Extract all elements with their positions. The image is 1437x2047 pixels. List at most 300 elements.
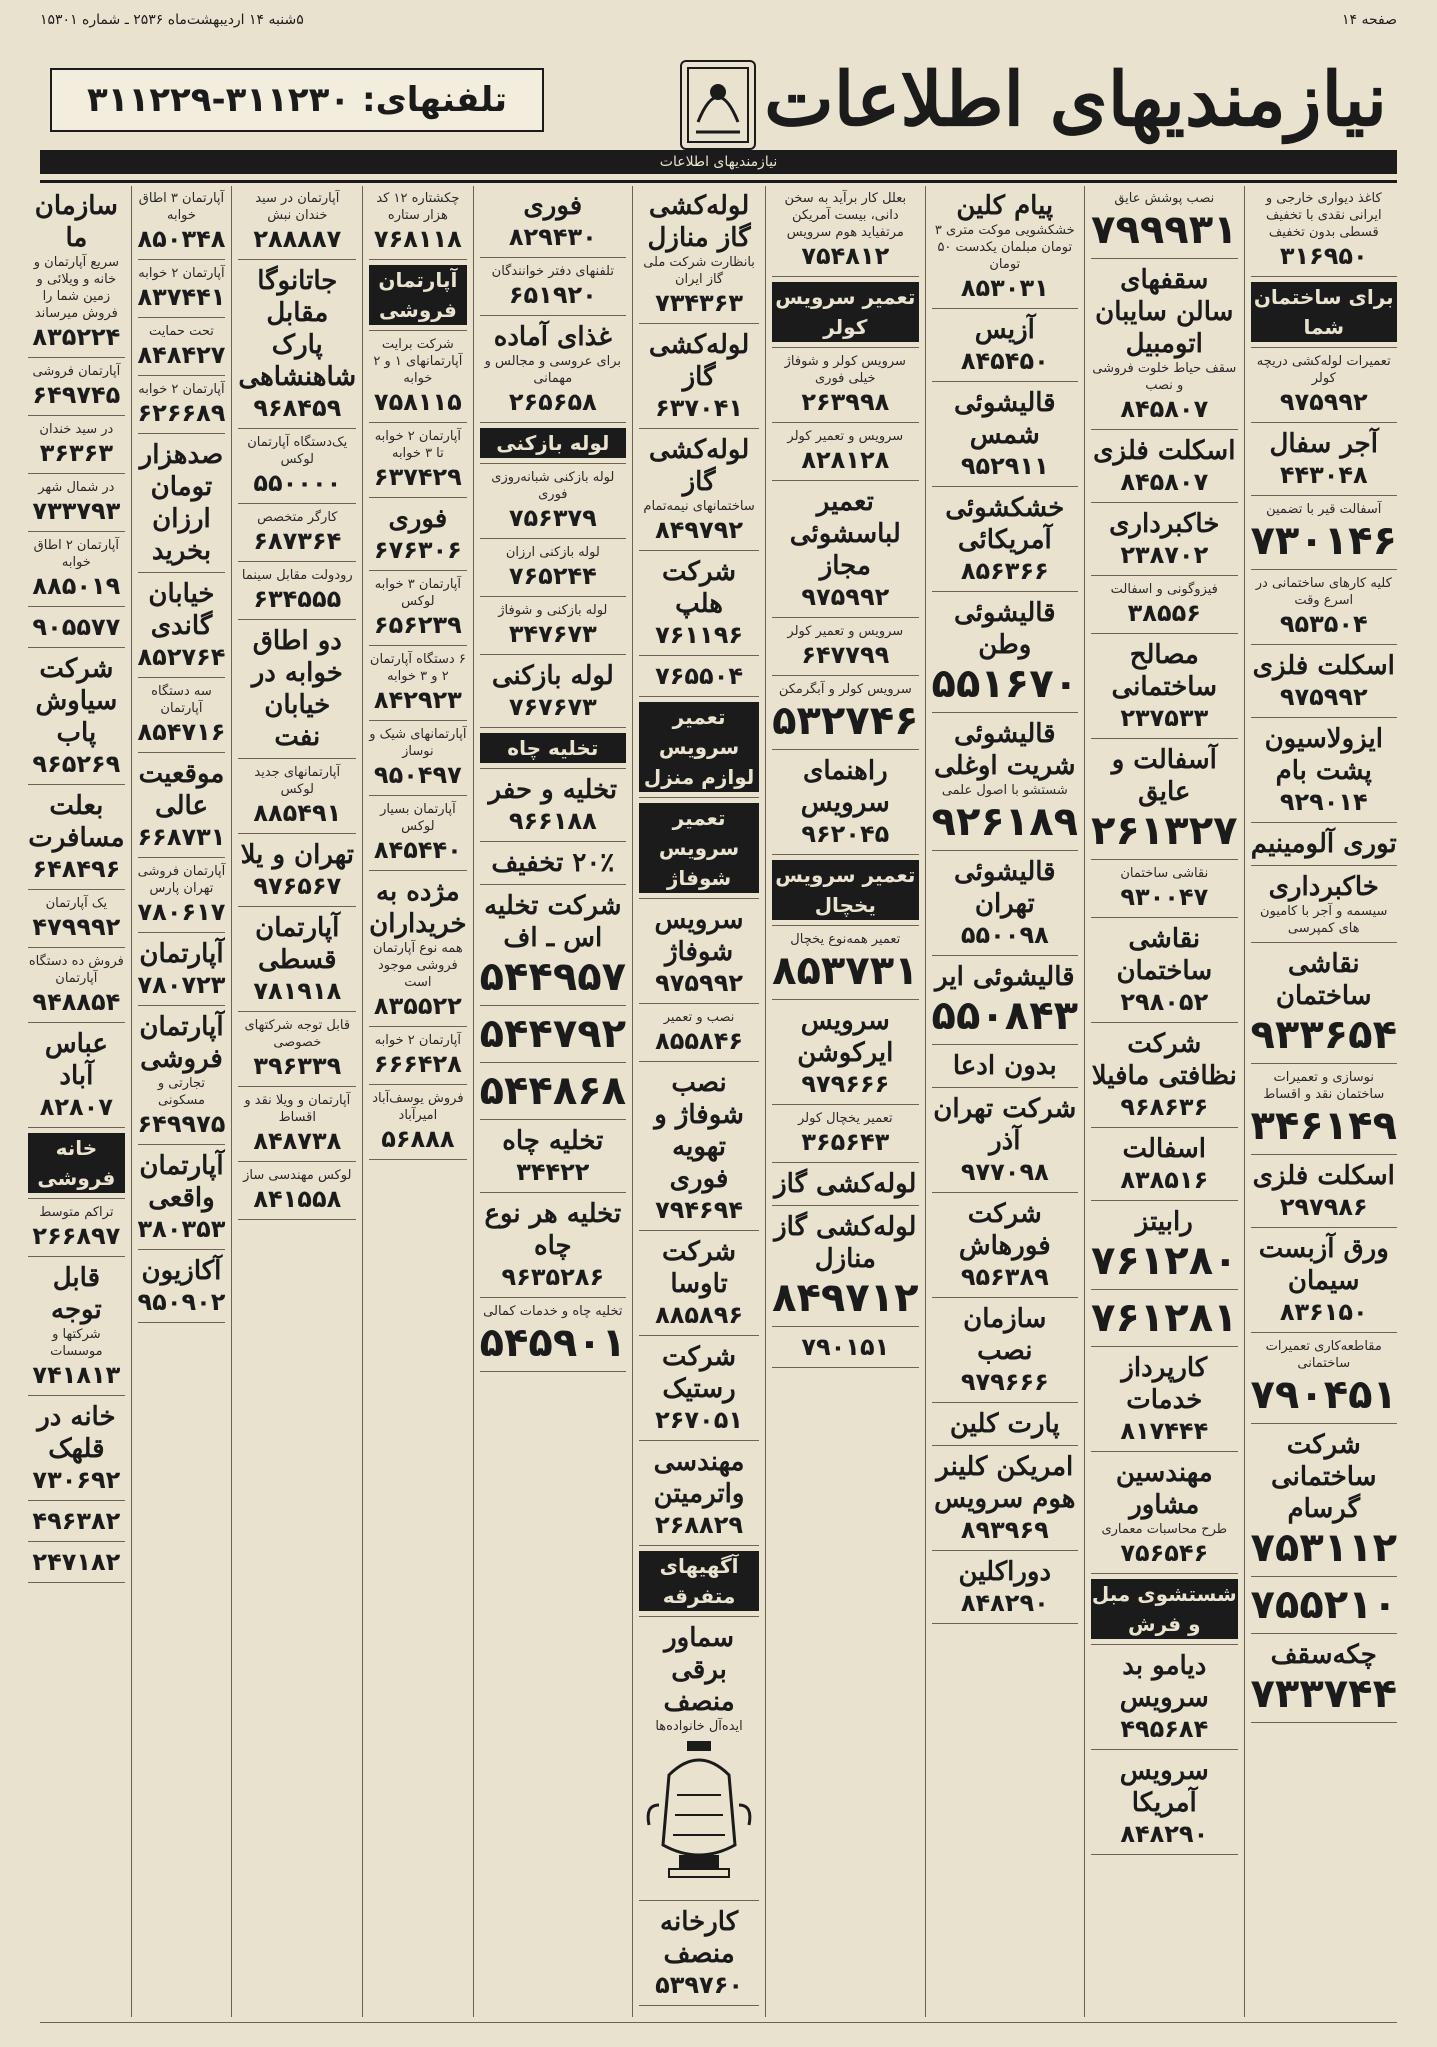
ad-phone-number: ۸۴۸۷۳۸ (253, 1127, 342, 1155)
ad-headline: ۲۰٪ تخفیف (491, 848, 615, 878)
ad-headline: مهندسین مشاور (1115, 1458, 1213, 1520)
ad-text: یک‌دستگاه آپارتمان لوکس (247, 435, 348, 467)
ad-phone-number: ۸۴۹۷۱۲ (772, 1275, 919, 1321)
ad-headline: اسکلت فلزی (1252, 1161, 1395, 1191)
classified-ad (932, 1303, 1078, 1403)
ad-phone-number: ۷۳۰۶۹۲ (32, 1466, 121, 1494)
section-banner: تعمیر سرویس لوازم منزل (639, 702, 759, 792)
ad-phone-number: ۲۹۷۹۸۶ (1279, 1193, 1368, 1221)
ad-headline: ورق آزبست سیمان (1258, 1234, 1389, 1296)
ad-text: کلیه کارهای ساختمانی در اسرع وقت (1255, 576, 1392, 608)
ad-headline: سازمان ما (34, 191, 118, 253)
section-banner: برای ساختمان شما (1251, 282, 1397, 342)
ad-headline: فوری (523, 191, 583, 221)
section-banner: لوله بازکنی (480, 428, 626, 458)
ad-phone-number: ۹۵۰۴۹۷ (373, 761, 462, 789)
ad-phone-number: ۸۵۶۳۶۶ (960, 557, 1049, 585)
ad-phone-number: ۵۳۹۷۶۰ (655, 1971, 743, 1999)
classified-ad (480, 733, 626, 769)
ad-text: همه نوع آپارتمان فروشی موجود است (372, 941, 463, 990)
ad-phone-number: ۸۴۹۷۹۲ (655, 516, 743, 544)
classified-ad (28, 953, 124, 1023)
classified-ad (1251, 828, 1397, 866)
ad-phone-number: ۸۲۹۴۳۰ (508, 223, 597, 251)
ad-phone-number: ۸۸۵۰۱۹ (32, 572, 121, 600)
classified-ad (932, 597, 1078, 713)
classified-ad (932, 314, 1078, 382)
classified-ad (28, 421, 124, 474)
classified-ad (1251, 575, 1397, 645)
ad-text: آپارتمان بسیار لوکس (380, 802, 456, 834)
ad-headline: رابیتز (1135, 1207, 1193, 1237)
classified-ad (772, 428, 918, 481)
ad-phone-number: ۳۶۳۶۳ (39, 439, 113, 467)
classified-ad (238, 567, 356, 620)
ad-phone-number: ۷۶۵۲۴۴ (508, 562, 597, 590)
classified-ad (639, 1622, 759, 1901)
ad-phone-number: ۸۳۵۲۲۴ (32, 323, 121, 351)
ad-phone-number: ۷۵۸۱۱۵ (373, 388, 462, 416)
classified-ad (480, 847, 626, 885)
ad-phone-number: ۵۴۵۹۰۱ (479, 1320, 627, 1366)
ad-headline: سرویس شوفاژ (654, 905, 744, 967)
ad-headline: مژده به خریداران (369, 877, 467, 939)
ad-phone-number: ۸۴۸۲۹۰ (960, 1589, 1049, 1617)
ad-phone-number: ۵۵۰۸۴۳ (931, 993, 1079, 1039)
ad-phone-number: ۸۳۵۵۲۲ (373, 992, 462, 1020)
ad-headline: شرکت تاوسا (662, 1237, 737, 1299)
ad-phone-number: ۸۴۵۸۰۷ (1120, 468, 1209, 496)
ad-phone-number: ۷۵۶۳۷۹ (508, 504, 597, 532)
masthead (40, 40, 1397, 183)
classified-ad (1091, 1352, 1237, 1452)
ad-text: تعمیر همه‌نوع یخچال (790, 932, 901, 947)
classified-ad (28, 1506, 124, 1542)
ad-phone-number: ۷۶۱۲۸۱ (1091, 1295, 1238, 1341)
page-label: صفحه ۱۴ (1341, 12, 1397, 28)
ad-phone-number: ۲۳۸۷۰۲ (1120, 541, 1209, 569)
ad-column-1 (1244, 186, 1403, 2017)
ad-headline: مصالح ساختمانی (1111, 640, 1218, 702)
ad-phone-number: ۷۳۳۷۹۳ (32, 497, 121, 525)
classified-ad (480, 1011, 626, 1063)
ad-headline: راهنمای سرویس (800, 756, 890, 818)
classified-ad (772, 190, 918, 277)
ad-phone-number: ۵۳۲۷۴۶ (772, 698, 919, 744)
ad-headline: خیابان گاندی (148, 579, 215, 641)
ad-phone-number: ۷۶۱۱۹۶ (655, 621, 743, 649)
classified-ad (369, 876, 466, 1027)
ad-phone-number: ۷۸۰۶۱۷ (137, 898, 226, 926)
ad-phone-number: ۹۶۲۰۴۵ (801, 820, 890, 848)
classified-ad (639, 1341, 759, 1441)
ad-text: آپارتمان ۲ خوابه (374, 1033, 462, 1048)
section-banner: تعمیر سرویس شوفاژ (639, 803, 759, 893)
ad-phone-number: ۹۲۶۱۸۹ (931, 799, 1079, 845)
classified-ad (932, 1198, 1078, 1298)
ad-column-8 (231, 186, 362, 2017)
ad-phone-number: ۵۴۴۷۹۲ (479, 1011, 627, 1057)
ad-headline: آسفالت و عایق (1111, 745, 1217, 807)
ad-phone-number: ۶۶۸۷۳۱ (137, 823, 226, 851)
classified-ad (28, 790, 124, 890)
ad-phone-number: ۸۴۱۵۵۸ (253, 1185, 342, 1213)
ad-text: بانظارت شرکت ملی گاز ایران (643, 255, 755, 287)
ad-headline: تخلیه هر نوع چاه (484, 1199, 622, 1261)
ad-phone-number: ۳۸۵۵۶ (1127, 599, 1201, 627)
classified-ad (1251, 1429, 1397, 1577)
classified-ad (639, 329, 759, 429)
ad-text: در سید خندان (39, 422, 114, 437)
ad-phone-number: ۴۹۶۳۸۲ (32, 1507, 121, 1535)
classified-ad (138, 381, 226, 434)
ad-phone-number: ۲۳۷۵۳۳ (1120, 704, 1209, 732)
ad-phone-number: ۳۹۶۳۳۹ (253, 1052, 342, 1080)
classified-ad (369, 265, 466, 331)
classified-ad (772, 860, 918, 926)
ad-text: آپارتمان ۳ اطاق خوابه (138, 191, 225, 223)
ad-text: آپارتمان ۲ خوابه تا ۳ خوابه (374, 429, 462, 461)
ad-text: شرکت برایت آپارتمانهای ۱ و ۲ خوابه (373, 337, 463, 386)
ad-phone-number: ۴۷۹۹۹۲ (32, 913, 121, 941)
ad-phone-number: ۹۶۵۲۶۹ (32, 750, 121, 778)
ad-headline: امریکن کلینر هوم سرویس (934, 1452, 1076, 1514)
classified-ad (28, 479, 124, 532)
ad-text: تراکم متوسط (39, 1205, 114, 1220)
samovar-icon (639, 1735, 759, 1895)
ad-headline: غذای آماده (493, 322, 612, 352)
ad-text: نصب و تعمیر (663, 1010, 735, 1025)
ad-text: آپارتمان ۲ خوابه (138, 382, 225, 397)
classified-ad (1251, 650, 1397, 718)
ad-phone-number: ۵۵۱۶۷۰ (931, 661, 1079, 707)
section-banner: تخلیه چاه (480, 733, 626, 763)
ad-text: فروش یوسف‌آباد امیرآباد (372, 1091, 464, 1123)
ad-headline: لوله‌کشی گاز (774, 1169, 917, 1199)
ad-phone-number: ۵۴۴۹۵۷ (479, 954, 627, 1000)
classified-ad (480, 1068, 626, 1120)
ad-phone-number: ۹۷۵۹۹۲ (801, 583, 890, 611)
classified-ad (932, 718, 1078, 851)
classified-ad (238, 509, 356, 562)
section-banner: شستشوی مبل و فرش (1091, 1579, 1237, 1639)
ad-text: سرویس کولر و آبگرمکن (778, 682, 912, 697)
classified-ad (932, 1093, 1078, 1193)
classified-ad (28, 363, 124, 416)
section-banner: آپارتمان فروشی (369, 265, 466, 325)
ad-phone-number: ۶۴۸۴۹۶ (32, 855, 121, 883)
ad-headline: خشکشوئی آمریکائی (945, 493, 1065, 555)
ad-headline: پیام کلین (956, 191, 1054, 221)
ad-phone-number: ۷۵۶۵۴۶ (1120, 1539, 1209, 1567)
ad-headline: آکازیون (141, 1256, 222, 1286)
ad-text: شستشو با اصول علمی (941, 783, 1068, 798)
classified-ad (1251, 190, 1397, 277)
ad-phone-number: ۹۲۹۰۱۴ (1279, 788, 1368, 816)
classified-ad (138, 265, 226, 318)
classified-ad (639, 556, 759, 656)
ad-phone-number: ۸۴۵۴۴۰ (373, 836, 462, 864)
classified-ad (138, 758, 226, 858)
ad-phone-number: ۷۴۱۸۱۳ (32, 1361, 121, 1389)
classified-ad (480, 774, 626, 842)
ad-headline: کارپرداز خدمات (1121, 1353, 1208, 1415)
classified-ad (1091, 1206, 1237, 1290)
classified-ad (639, 434, 759, 551)
ad-phone-number: ۲۶۷۰۵۱ (655, 1406, 743, 1434)
ad-text: قابل توجه شرکتهای خصوصی (244, 1018, 351, 1050)
ad-phone-number: ۶۵۶۲۳۹ (373, 611, 462, 639)
ad-headline: نقاشی ساختمان (1275, 949, 1372, 1011)
ad-headline: سقفهای سالن سایبان اتومبیل (1095, 265, 1234, 359)
ad-text: آپارتمان ۲ خوابه (138, 266, 225, 281)
ad-text: سرویس کولر و شوفاژ خیلی فوری (784, 354, 906, 386)
classified-ad (772, 486, 918, 618)
classified-ad (238, 1167, 356, 1220)
classified-ad (1251, 871, 1397, 943)
section-banner: تعمیر سرویس کولر (772, 282, 918, 342)
ad-phone-number: ۸۲۸۱۲۸ (801, 446, 890, 474)
ad-phone-number: ۷۵۴۸۱۲ (801, 242, 890, 270)
ad-phone-number: ۵۵۰۰۹۸ (960, 921, 1049, 949)
ad-headline: شرکت ساختمانی گرسام (1271, 1430, 1377, 1524)
ad-phone-number: ۶۳۷۰۴۱ (655, 394, 743, 422)
ad-headline: شرکت هلپ (662, 557, 737, 619)
classified-ad (1091, 923, 1237, 1023)
ad-phone-number: ۹۳۳۶۵۴ (1250, 1012, 1397, 1058)
classified-ad (238, 265, 356, 429)
ad-phone-number: ۸۳۷۴۴۱ (137, 283, 226, 311)
ad-headline: آپارتمان (139, 939, 224, 969)
ad-headline: خانه در قلهک (37, 1402, 116, 1464)
ad-text: سیسمه و آجر با کامیون های کمپرسی (1260, 904, 1388, 936)
ad-phone-number: ۳۱۶۹۵۰ (1279, 242, 1368, 270)
ad-column-4 (765, 186, 924, 2017)
ad-headline: سازمان نصب (963, 1304, 1047, 1366)
ad-headline: اسکلت فلزی (1093, 436, 1236, 466)
ad-headline: لوله‌کشی گاز منازل (647, 191, 751, 253)
classified-ad (28, 653, 124, 785)
ad-phone-number: ۲۴۷۱۸۲ (32, 1548, 121, 1576)
ad-headline: لوله‌کشی گاز منازل (774, 1212, 917, 1274)
classified-ad (1251, 1639, 1397, 1723)
classified-ad (138, 323, 226, 376)
ad-headline: بعلت مسافرت (28, 791, 125, 853)
classified-ad (1251, 501, 1397, 570)
ad-phone-number: ۵۶۸۸۸ (381, 1125, 455, 1153)
ad-text: تعمیرات لوله‌کشی دریچه کولر (1256, 354, 1391, 386)
classified-ad (772, 282, 918, 348)
ad-phone-number: ۷۵۵۲۱۰ (1250, 1582, 1397, 1628)
classified-ad (932, 1556, 1078, 1624)
ad-phone-number: ۷۶۷۶۷۳ (508, 693, 597, 721)
ad-phone-number: ۳۴۴۲۲ (516, 1158, 590, 1186)
classified-ad (932, 961, 1078, 1045)
ad-phone-number: ۲۶۵۶۵۸ (508, 388, 597, 416)
classified-ad (772, 931, 918, 1000)
ad-phone-number: ۵۵۰۰۰۰ (253, 469, 342, 497)
ad-text: آپارتمان در سید خندان نبش (255, 191, 340, 223)
classified-ad (1091, 1133, 1237, 1201)
classified-columns (28, 186, 1403, 2017)
classified-ad (772, 353, 918, 423)
ad-phone-number: ۸۵۴۷۱۶ (137, 718, 226, 746)
classified-ad (138, 578, 226, 678)
classified-ad (1091, 508, 1237, 576)
ad-text: کاغذ دیواری خارجی و ایرانی نقدی با تخفیف قسطی بدون تخفیف (1265, 191, 1382, 240)
classified-ad (639, 803, 759, 899)
ad-headline: پارت کلین (949, 1409, 1060, 1439)
classified-ad (28, 1401, 124, 1501)
ad-phone-number: ۶۳۷۴۲۹ (373, 463, 462, 491)
ad-headline: خاکبرداری (1268, 872, 1379, 902)
ad-phone-number: ۸۵۲۷۶۴ (137, 643, 226, 671)
classified-ad (480, 263, 626, 316)
ad-phone-number: ۸۵۳۰۳۱ (960, 274, 1049, 302)
ad-phone-number: ۶۴۹۷۴۵ (32, 381, 121, 409)
classified-ad (238, 839, 356, 907)
classified-ad (932, 1050, 1078, 1088)
classified-ad (1251, 282, 1397, 348)
ad-headline: چکه‌سقف (1270, 1640, 1377, 1670)
ad-column-3 (925, 186, 1084, 2017)
ad-headline: سرویس ایرکوشن (797, 1006, 894, 1068)
ad-phone-number: ۶۶۶۴۲۸ (373, 1050, 462, 1078)
ad-text: کارگر متخصص (257, 510, 338, 525)
classified-ad (1091, 1457, 1237, 1574)
ad-headline: نصب شوفاژ و تهویه فوری (654, 1068, 744, 1194)
ad-phone-number: ۹۵۰۹۰۲ (137, 1288, 226, 1316)
classified-ad (772, 1168, 918, 1206)
ad-phone-number: ۲۶۶۸۹۷ (32, 1222, 121, 1250)
ad-headline: قالیشوئی وطن (953, 598, 1056, 660)
ad-phone-number: ۹۶۳۵۲۸۶ (501, 1263, 605, 1291)
ad-phone-number: ۸۹۳۹۶۹ (960, 1516, 1049, 1544)
classified-ad (1091, 190, 1237, 259)
section-banner: خانه فروشی (28, 1133, 124, 1193)
ad-phone-number: ۹۵۶۳۸۹ (960, 1263, 1049, 1291)
classified-ad (1091, 1028, 1237, 1128)
ad-phone-number: ۹۴۸۸۵۴ (32, 988, 121, 1016)
ad-phone-number: ۷۸۱۹۱۸ (253, 977, 342, 1005)
ad-headline: قالیشوئی تهران (953, 857, 1056, 919)
ad-phone-number: ۹۷۵۹۹۲ (1279, 683, 1368, 711)
ad-text: آسفالت قیر با تضمین (1266, 502, 1382, 517)
classified-ad (1251, 1582, 1397, 1634)
classified-ad (369, 503, 466, 571)
classified-ad (480, 469, 626, 539)
ad-column-6 (473, 186, 632, 2017)
ad-text: سریع آپارتمان و خانه و ویلائی و زمین شما را فروش میرساند (33, 255, 119, 321)
ad-text: ۶ دستگاه آپارتمان ۲ و ۳ خوابه (369, 652, 466, 684)
ad-headline: کارخانه منصف (660, 1907, 739, 1969)
classified-ad (772, 1110, 918, 1163)
classified-ad (1091, 435, 1237, 503)
ad-headline: شرکت سیاوش پاب (35, 654, 118, 748)
ad-phone-number: ۶۷۶۳۰۶ (373, 536, 462, 564)
ad-phone-number: ۳۴۷۶۷۳ (508, 620, 597, 648)
ad-headline: دو اطاق خوابه در خیابان نفت (251, 626, 343, 752)
ad-text: ایده‌آل خانواده‌ها (655, 1719, 743, 1734)
ad-phone-number: ۲۹۸۰۵۲ (1120, 988, 1209, 1016)
classified-ad (639, 1009, 759, 1062)
ad-phone-number: ۷۶۱۲۸۰ (1091, 1238, 1238, 1284)
masthead-title: نیازمندیهای اطلاعات (764, 57, 1387, 143)
ad-phone-number: ۶۴۷۷۹۹ (801, 641, 890, 669)
ad-headline: مهندسی واترمیتن (653, 1447, 745, 1509)
ad-phone-number: ۳۶۵۶۴۳ (801, 1128, 890, 1156)
classified-ad (138, 938, 226, 1006)
ad-text: سقف حیاط خلوت فروشی و نصب (1092, 361, 1237, 393)
ad-headline: شرکت رستیک (662, 1342, 737, 1404)
classified-ad (369, 726, 466, 796)
ad-phone-number: ۲۶۱۳۲۷ (1091, 808, 1238, 854)
classified-ad (480, 1303, 626, 1372)
ad-phone-number: ۶۵۱۹۲۰ (508, 281, 597, 309)
ad-text: ساختمانهای نیمه‌تمام (643, 499, 755, 514)
classified-ad (238, 190, 356, 260)
classified-ad (1251, 1338, 1397, 1424)
ad-phone-number: ۹۵۲۹۱۱ (960, 452, 1049, 480)
ad-headline: لوله‌کشی گاز (648, 330, 750, 392)
ad-headline: بدون ادعا (952, 1051, 1057, 1081)
ad-phone-number: ۸۴۸۲۹۰ (1120, 1820, 1209, 1848)
page-top-line (40, 8, 1397, 32)
ad-phone-number: ۹۷۶۵۶۷ (253, 872, 342, 900)
section-banner: آگهیهای متفرقه (639, 1551, 759, 1611)
ad-headline: اسکلت فلزی (1252, 651, 1395, 681)
ad-phone-number: ۹۶۸۴۵۹ (253, 394, 342, 422)
ad-phone-number: ۹۷۵۹۹۲ (655, 969, 743, 997)
ad-text: رودولت مقابل سینما (241, 568, 353, 583)
classified-ad (1091, 1579, 1237, 1645)
ad-headline: دوراکلین (958, 1557, 1052, 1587)
ad-phone-number: ۷۳۴۳۶۳ (655, 289, 743, 317)
classified-ad (639, 1906, 759, 2006)
ad-text: بعلل کار برآید به سخن دانی، بیست آمریکن مرتفیاید هوم سرویس (784, 191, 907, 240)
ad-text: تجارتی و مسکونی (157, 1076, 206, 1108)
classified-ad (1091, 1755, 1237, 1855)
classified-ad (1251, 353, 1397, 423)
classified-ad (28, 190, 124, 358)
ad-headline: اسفالت (1122, 1134, 1207, 1164)
newspaper-logo-icon (680, 60, 756, 150)
classified-ad (28, 895, 124, 948)
classified-ad (772, 623, 918, 676)
ad-headline: جاتانوگا مقابل پارک شاهنشاهی (238, 266, 357, 392)
ad-headline: نقاشی ساختمان (1116, 924, 1213, 986)
classified-ad (480, 602, 626, 655)
classified-ad (369, 190, 466, 260)
page-bottom-rule (40, 2022, 1397, 2041)
classified-ad (480, 1198, 626, 1298)
ad-headline: تخلیه و حفر (488, 775, 618, 805)
ad-headline: ایزولاسیون پشت بام (1264, 724, 1383, 786)
classified-ad (1251, 1069, 1397, 1155)
ad-text: آپارتمانهای شیک و نوساز (369, 727, 467, 759)
ad-phone-number: ۳۴۶۱۴۹ (1250, 1103, 1397, 1149)
ad-headline: لوله‌کشی گاز (648, 435, 750, 497)
classified-ad (480, 321, 626, 423)
classified-ad (480, 428, 626, 464)
classified-ad (772, 1211, 918, 1327)
ad-headline: دیامو بد سرویس (1119, 1651, 1209, 1713)
ad-text: آپارتمان و ویلا نقد و اقساط (244, 1093, 351, 1125)
classified-ad (932, 856, 1078, 956)
ad-text: لوکس مهندسی ساز (243, 1168, 352, 1183)
ad-column-5 (632, 186, 765, 2017)
ad-phone-number: ۲۸۸۸۸۷ (253, 225, 342, 253)
